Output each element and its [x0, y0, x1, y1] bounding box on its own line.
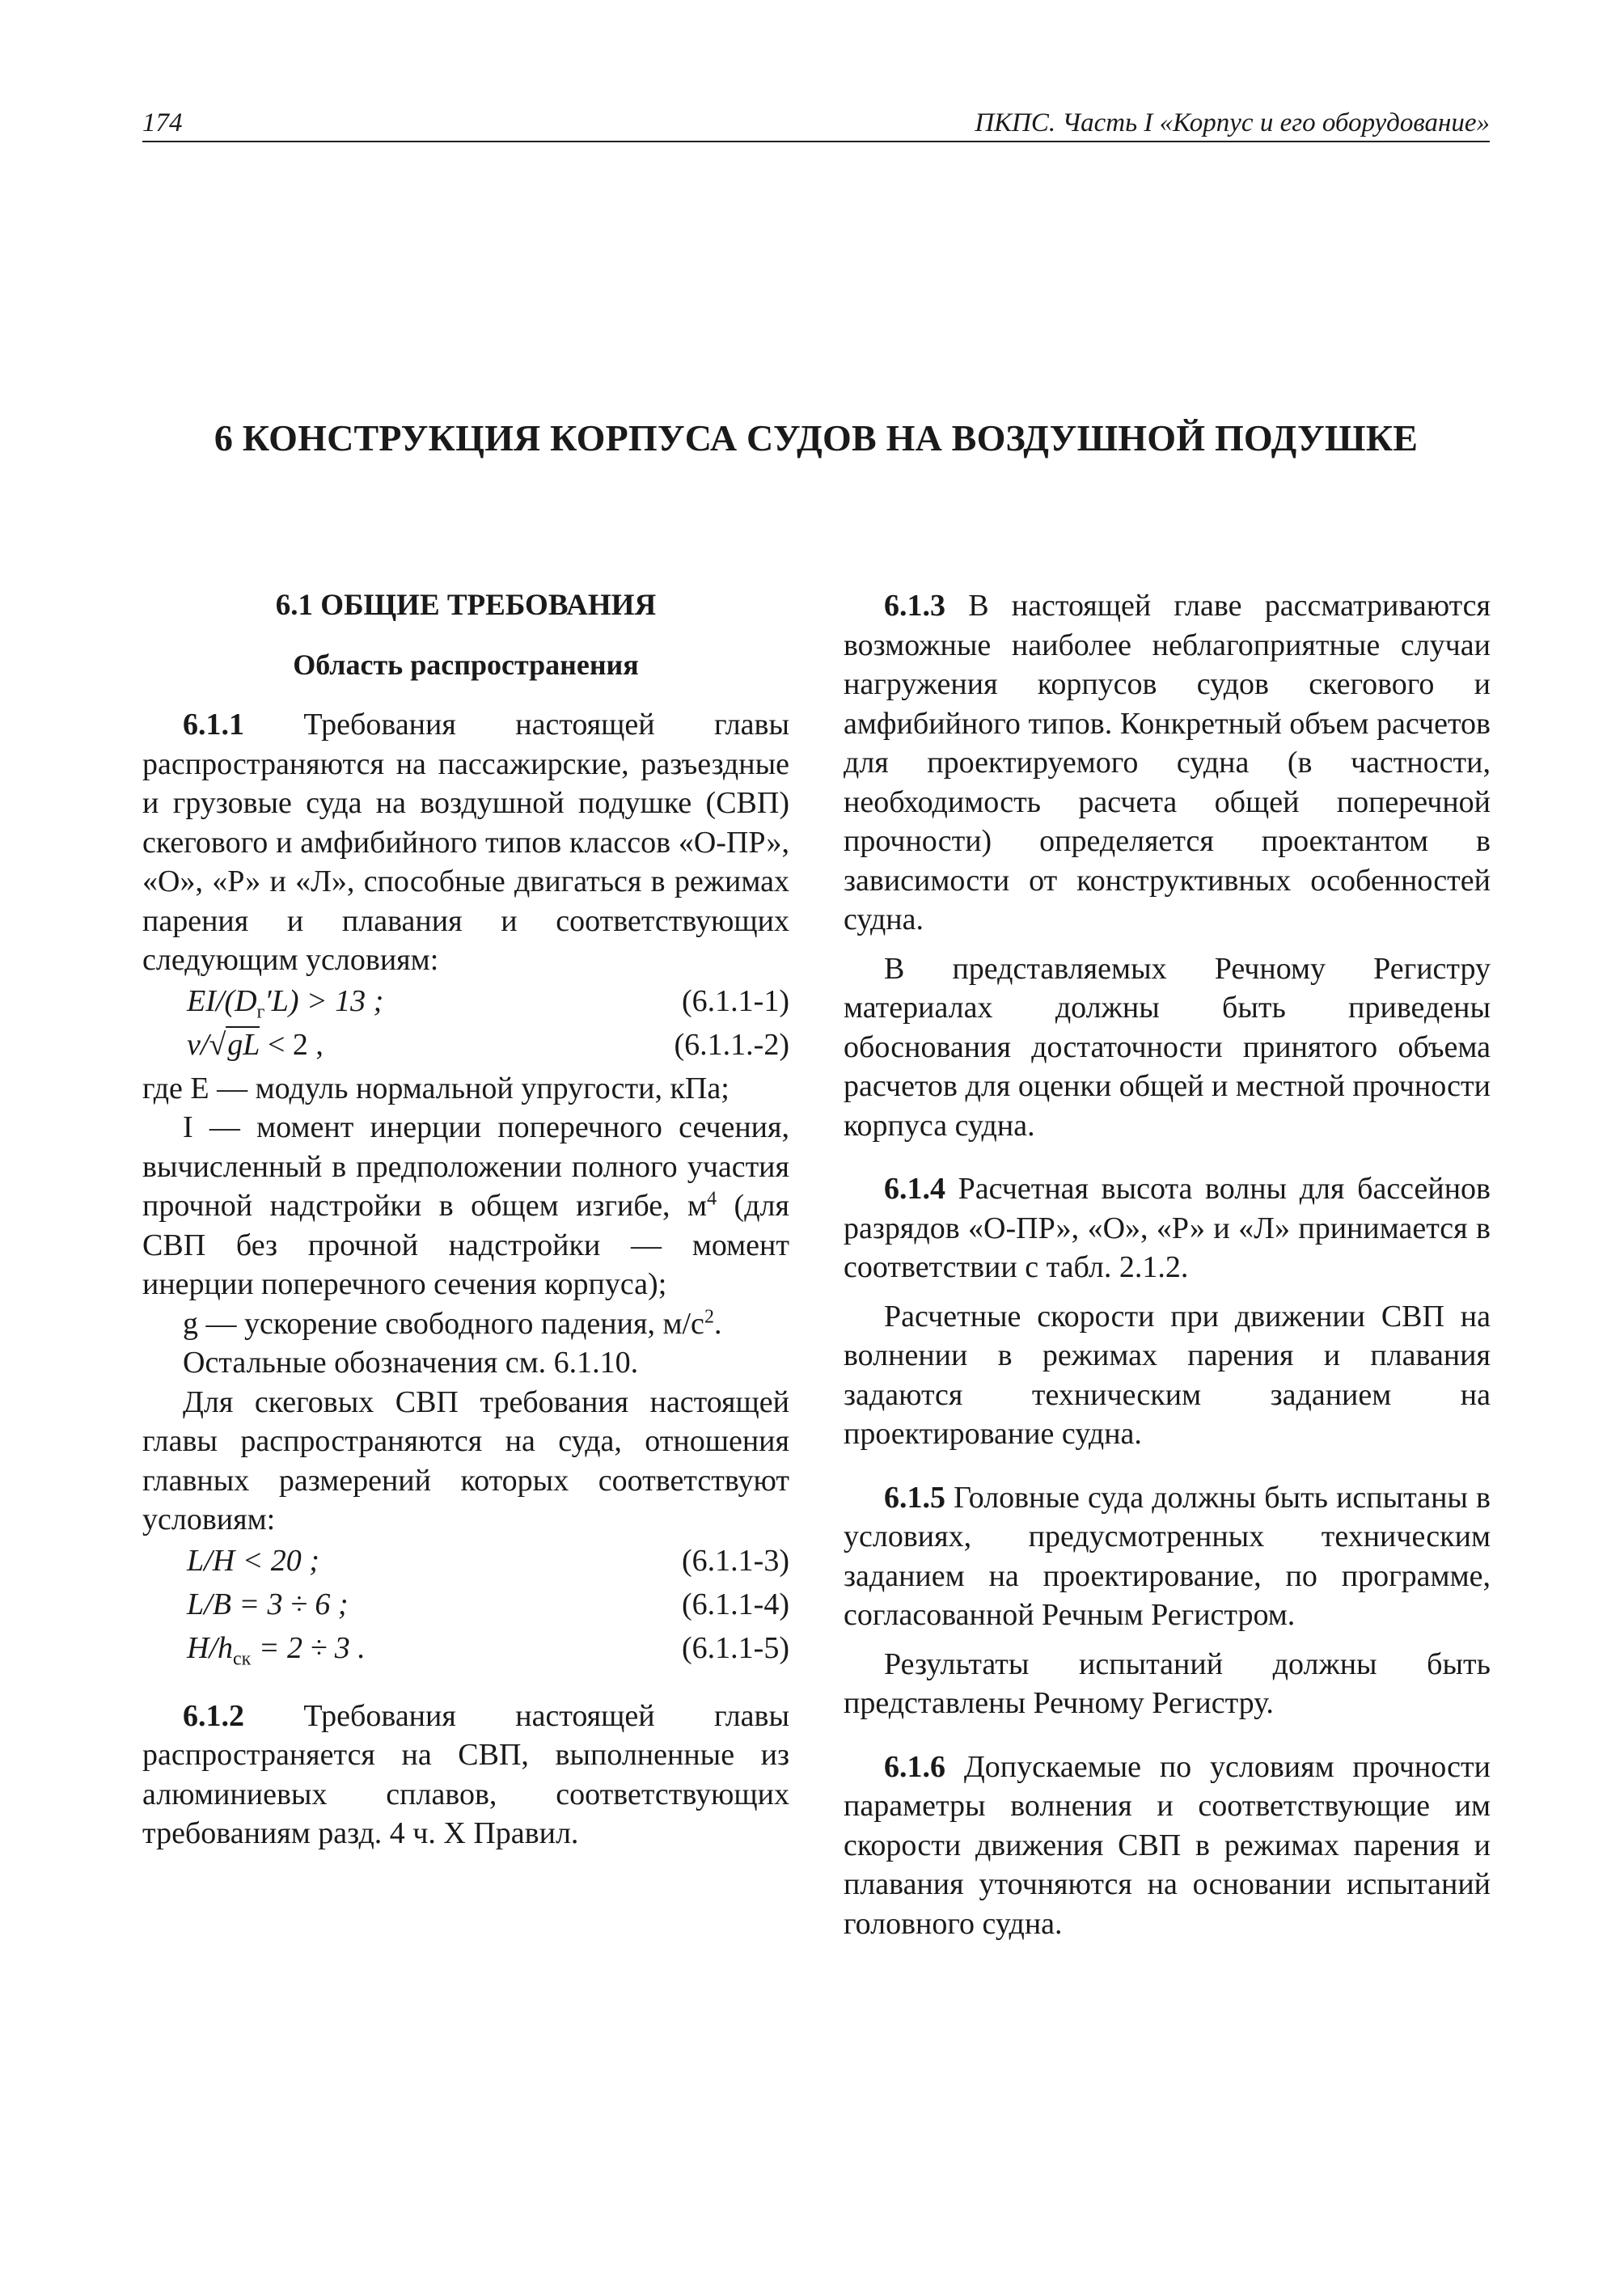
- eq-lhs: EI/(D: [187, 983, 257, 1018]
- eq-subscript: г: [256, 1001, 265, 1023]
- clause-text: Головные суда должны быть испытаны в условиях, предусмотренных техническим заданием на проектирование, по программе, согласованной Речным Регистром.: [844, 1480, 1491, 1632]
- skeg-paragraph: Для скеговых СВП требования настоящей главы распространяются на суда, отношения главных размерений которых соответствуют условиям:: [142, 1384, 789, 1536]
- paragraph-6-1-5: [844, 1478, 1491, 1635]
- equation-number: (6.1.1-4): [682, 1587, 789, 1621]
- definition-e: где E — модуль нормальной упругости, кПа;: [142, 1071, 730, 1105]
- paragraph-6-1-6: [844, 1748, 1491, 1944]
- eq-subscript: ск: [233, 1648, 252, 1670]
- paragraph-6-1-3: [844, 586, 1491, 940]
- clause-number: 6.1.2: [183, 1698, 244, 1733]
- section-subtitle: Область распространения: [293, 648, 639, 681]
- equation-6-1-1-3: [142, 1541, 789, 1583]
- paragraph-6-1-5-2: Результаты испытаний должны быть представлены Речному Регистру.: [844, 1646, 1491, 1720]
- section-title: 6.1 ОБЩИЕ ТРЕБОВАНИЯ: [275, 589, 657, 622]
- paragraph-6-1-1: [142, 705, 789, 980]
- clause-text: Допускаемые по условиям прочности параметры волнения и соответствующие им скорости движения СВП в режимах парения и плавания уточняются на основании испытаний головного судна.: [844, 1749, 1491, 1941]
- other-notation: Остальные обозначения см. 6.1.10.: [183, 1346, 639, 1380]
- eq-rhs: < 2 ,: [260, 1027, 324, 1062]
- clause-text: Требования настоящей главы распространяются на пассажирские, разъездные и грузовые суда на воздушной подушке (СВП) скегового и амфибийного типов классов «О-ПР», «О», «Р» и «Л», способные двигаться в режимах парения и плавания и соответствующих следующим условиям:: [142, 708, 789, 977]
- clause-number: 6.1.3: [884, 589, 945, 623]
- definition-g: [142, 1304, 789, 1344]
- page-number: 174: [142, 108, 183, 137]
- definition-g-text: g — ускорение свободного падения, м/с: [183, 1306, 704, 1341]
- paragraph-6-1-3-2: В представляемых Речному Регистру материалах должны быть приведены обоснования достаточности принятого объема расчетов для оценки общей и местной прочности корпуса судна.: [844, 951, 1491, 1143]
- eq-lhs: v/: [187, 1027, 209, 1062]
- equation-number: (6.1.1-5): [682, 1630, 789, 1665]
- running-title: ПКПС. Часть I «Корпус и его оборудование»: [975, 108, 1490, 137]
- exponent: 4: [707, 1188, 717, 1210]
- eq-rhs: ′L) > 13 ;: [264, 983, 384, 1018]
- paragraph-6-1-2: [142, 1697, 789, 1854]
- right-column: [844, 586, 1491, 1943]
- equation-number: (6.1.1.-2): [674, 1027, 789, 1062]
- definition-i: [142, 1108, 789, 1304]
- definition-i-text: I — момент инерции поперечного сечения, вычисленный в предположении полного участия прочной надстройки в общем изгибе, м: [142, 1110, 789, 1223]
- clause-number: 6.1.1: [183, 708, 244, 742]
- equation-6-1-1-1: [142, 982, 789, 1024]
- eq-lhs: H/h: [187, 1630, 233, 1665]
- running-header: [142, 108, 1490, 142]
- chapter-title: 6 КОНСТРУКЦИЯ КОРПУСА СУДОВ НА ВОЗДУШНОЙ ПОДУШКЕ: [214, 417, 1419, 459]
- exponent: 2: [704, 1305, 714, 1327]
- paragraph-6-1-4-2: Расчетные скорости при движении СВП на волнении в режимах парения и плавания задаются техническим заданием на проектирование судна.: [844, 1299, 1491, 1451]
- clause-text: В настоящей главе рассматриваются возможные наиболее неблагоприятные случаи нагружения корпусов судов скегового и амфибийного типов. Конкретный объем расчетов для проектируемого судна (в частности, необходимость расчета общей поперечной прочности) определяется проектантом в зависимости от конструктивных особенностей судна.: [844, 589, 1491, 936]
- definition-i-text-end: (для СВП без прочной надстройки — момент инерции поперечного сечения корпуса);: [142, 1189, 789, 1301]
- equation-number: (6.1.1-1): [682, 983, 789, 1018]
- equation-6-1-1-2: v/√gL < 2 , (6.1.1.-2): [142, 1025, 789, 1067]
- eq-formula: L/H < 20 ;: [187, 1543, 319, 1578]
- definition-g-end: .: [713, 1306, 722, 1341]
- left-column: [142, 586, 789, 1854]
- eq-radicand: gL: [227, 1027, 260, 1062]
- clause-number: 6.1.4: [884, 1172, 945, 1206]
- paragraph-6-1-4: [844, 1169, 1491, 1287]
- equation-number: (6.1.1-3): [682, 1543, 789, 1578]
- eq-rhs: = 2 ÷ 3 .: [251, 1630, 366, 1665]
- equation-6-1-1-4: [142, 1585, 789, 1627]
- eq-formula: L/B = 3 ÷ 6 ;: [187, 1587, 349, 1621]
- clause-number: 6.1.6: [884, 1749, 945, 1784]
- clause-number: 6.1.5: [884, 1480, 945, 1515]
- equation-6-1-1-5: [142, 1629, 789, 1671]
- clause-text: Расчетная высота волны для бассейнов разрядов «О-ПР», «О», «Р» и «Л» принимается в соответствии с табл. 2.1.2.: [844, 1172, 1491, 1284]
- clause-text: Требования настоящей главы распространяется на СВП, выполненные из алюминиевых сплавов, соответствующих требованиям разд. 4 ч. X Правил.: [142, 1698, 789, 1850]
